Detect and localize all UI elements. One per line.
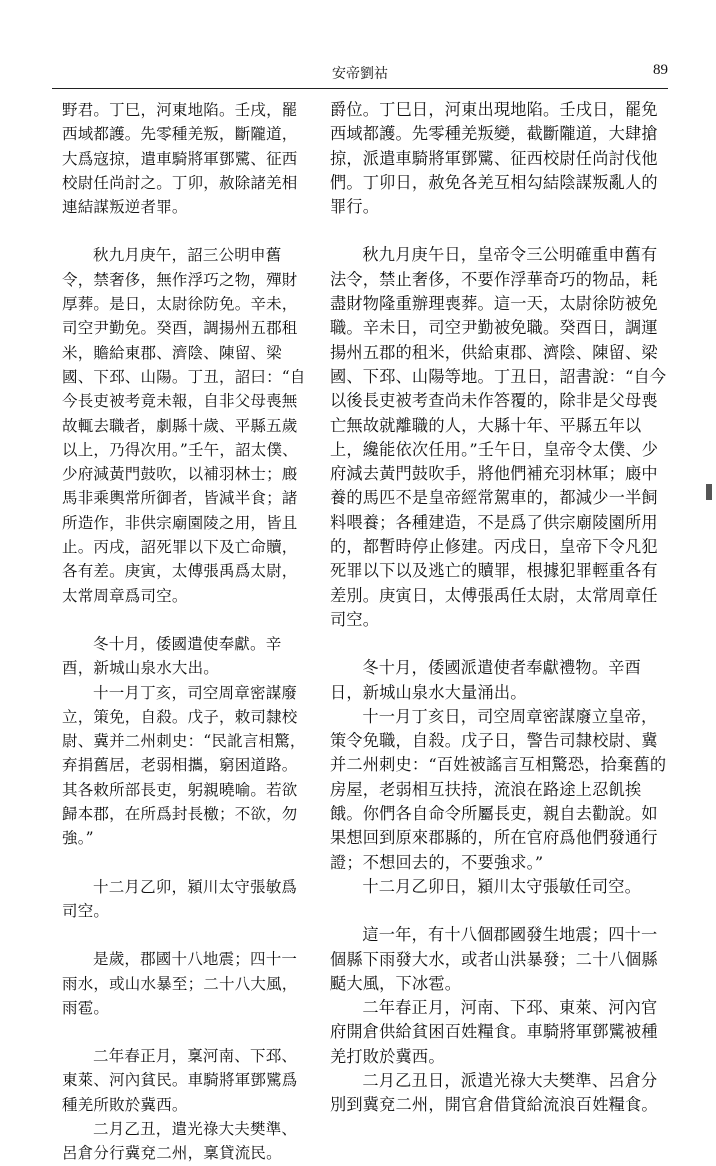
original-paragraph: 是歲，郡國十八地震；四十一雨水，或山水暴至；二十八大風，雨雹。 [62,950,298,1017]
original-paragraph: 二年春正月，稟河南、下邳、東萊、河內貧民。車騎將軍鄧騭爲種羌所敗於冀西。 [62,1047,298,1114]
original-paragraph: 二月乙丑，遣光祿大夫樊準、呂倉分行冀兗二州，稟貸流民。 [62,1119,298,1163]
header-rule [52,88,668,89]
original-paragraph: 冬十月，倭國遣使奉獻。辛酉，新城山泉水大出。 [62,634,282,678]
original-paragraph: 十一月丁亥，司空周章密謀廢立，策免，自殺。戊子，敕司隸校尉、冀并二州刺史：“民訛言相驚，弃捐舊居，老弱相攜，窮困道路。其各敕所部長吏，躬親曉喻。若欲歸本郡，在所爲封長檄；不欲，勿強。” [62,683,306,848]
page-number: 89 [653,62,668,78]
translation-paragraph: 冬十月，倭國派遣使者奉獻禮物。辛酉日，新城山泉水大量涌出。 [330,658,641,702]
original-paragraph: 野君。丁巳，河東地陷。壬戌，罷西域都護。先零種羌叛，斷隴道，大爲寇掠，遣車騎將軍鄧騭、征西校尉任尚討之。丁卯，赦除諸羌相連結謀叛逆者罪。 [62,101,298,217]
chapter-title: 安帝劉祜 [332,66,388,82]
translation-paragraph: 十二月乙卯日，潁川太守張敏任司空。 [362,876,641,896]
original-text-column [62,98,308,1166]
translation-paragraph: 秋九月庚午日，皇帝令三公明確重申舊有法令，禁止奢侈，不要作浮華奇巧的物品，耗盡財物隆重辦理喪葬。這一天，太尉徐防被免職。辛未日，司空尹勤被免職。癸酉日，調運揚州五郡的租米，供給東郡、濟陰、陳留、梁國、下邳、山陽等地。丁丑日，詔書說：“自今以後長吏被考查尚未作答覆的，除非是父母喪亡無故就離職的人，大縣十年、平縣五年以上，纔能依次任用。”壬午日，皇帝令太僕、少府減去黃門鼓吹手，將他們補充羽林軍；廄中養的馬匹不是皇帝經常駕車的，都減少一半飼料喂養；各種建造，不是爲了供宗廟陵園所用的，都暫時停止修建。丙戌日，皇帝下令凡犯死罪以下以及逃亡的贖罪，根據犯罪輕重各有差別。庚寅日，太傅張禹任太尉，太常周章任司空。 [330,245,667,629]
translation-paragraph: 二年春正月，河南、下邳、東萊、河內官府開倉供給貧困百姓糧食。車騎將軍鄧騭被種羌打敗於冀西。 [330,998,658,1066]
running-header [52,63,668,83]
translation-paragraph: 十一月丁亥日，司空周章密謀廢立皇帝，策令免職，自殺。戊子日，警告司隸校尉、冀并二州刺史：“百姓被謠言互相驚恐，拾棄舊的房屋，老弱相互扶持，流浪在路途上忍飢挨餓。你們各自命令所屬長吏，親自去勸說。如果想回到原來郡縣的，所在官府爲他們發通行證；不想回去的，不要強求。” [330,706,667,872]
translation-paragraph: 這一年，有十八個郡國發生地震；四十一個縣下雨發大水，或者山洪暴發；二十八個縣颳大風，下冰雹。 [330,925,658,993]
original-paragraph: 十二月乙卯，潁川太守張敏爲司空。 [62,877,298,920]
original-paragraph: 秋九月庚午，詔三公明申舊令，禁奢侈，無作浮巧之物，殫財厚葬。是日，太尉徐防免。辛未，司空尹勤免。癸酉，調揚州五郡租米，贍給東郡、濟陰、陳留、梁國、下邳、山陽。丁丑，詔曰：“自今長吏被考竟未報，自非父母喪無故輒去職者，劇縣十歲、平縣五歲以上，乃得次用。”壬午，詔太僕、少府減黃門鼓吹，以補羽林士；廄馬非乘輿常所御者，皆減半食；諸所造作，非供宗廟園陵之用，皆且止。丙戌，詔死罪以下及亡命贖，各有差。庚寅，太傅張禹爲太尉，太常周章爲司空。 [62,246,306,605]
translation-paragraph: 爵位。丁巳日，河東出現地陷。壬戌日，罷免西域都護。先零種羌叛變，截斷隴道，大肆搶掠，派遣車騎將軍鄧騭、征西校尉任尚討伐他們。丁卯日，赦免各羌互相勾結陰謀叛亂人的罪行。 [330,100,658,217]
translation-column [330,98,668,1118]
scan-edge-mark [706,484,712,500]
translation-paragraph: 二月乙丑日，派遣光祿大夫樊準、呂倉分別到冀兗二州，開官倉借貸給流浪百姓糧食。 [330,1070,658,1115]
